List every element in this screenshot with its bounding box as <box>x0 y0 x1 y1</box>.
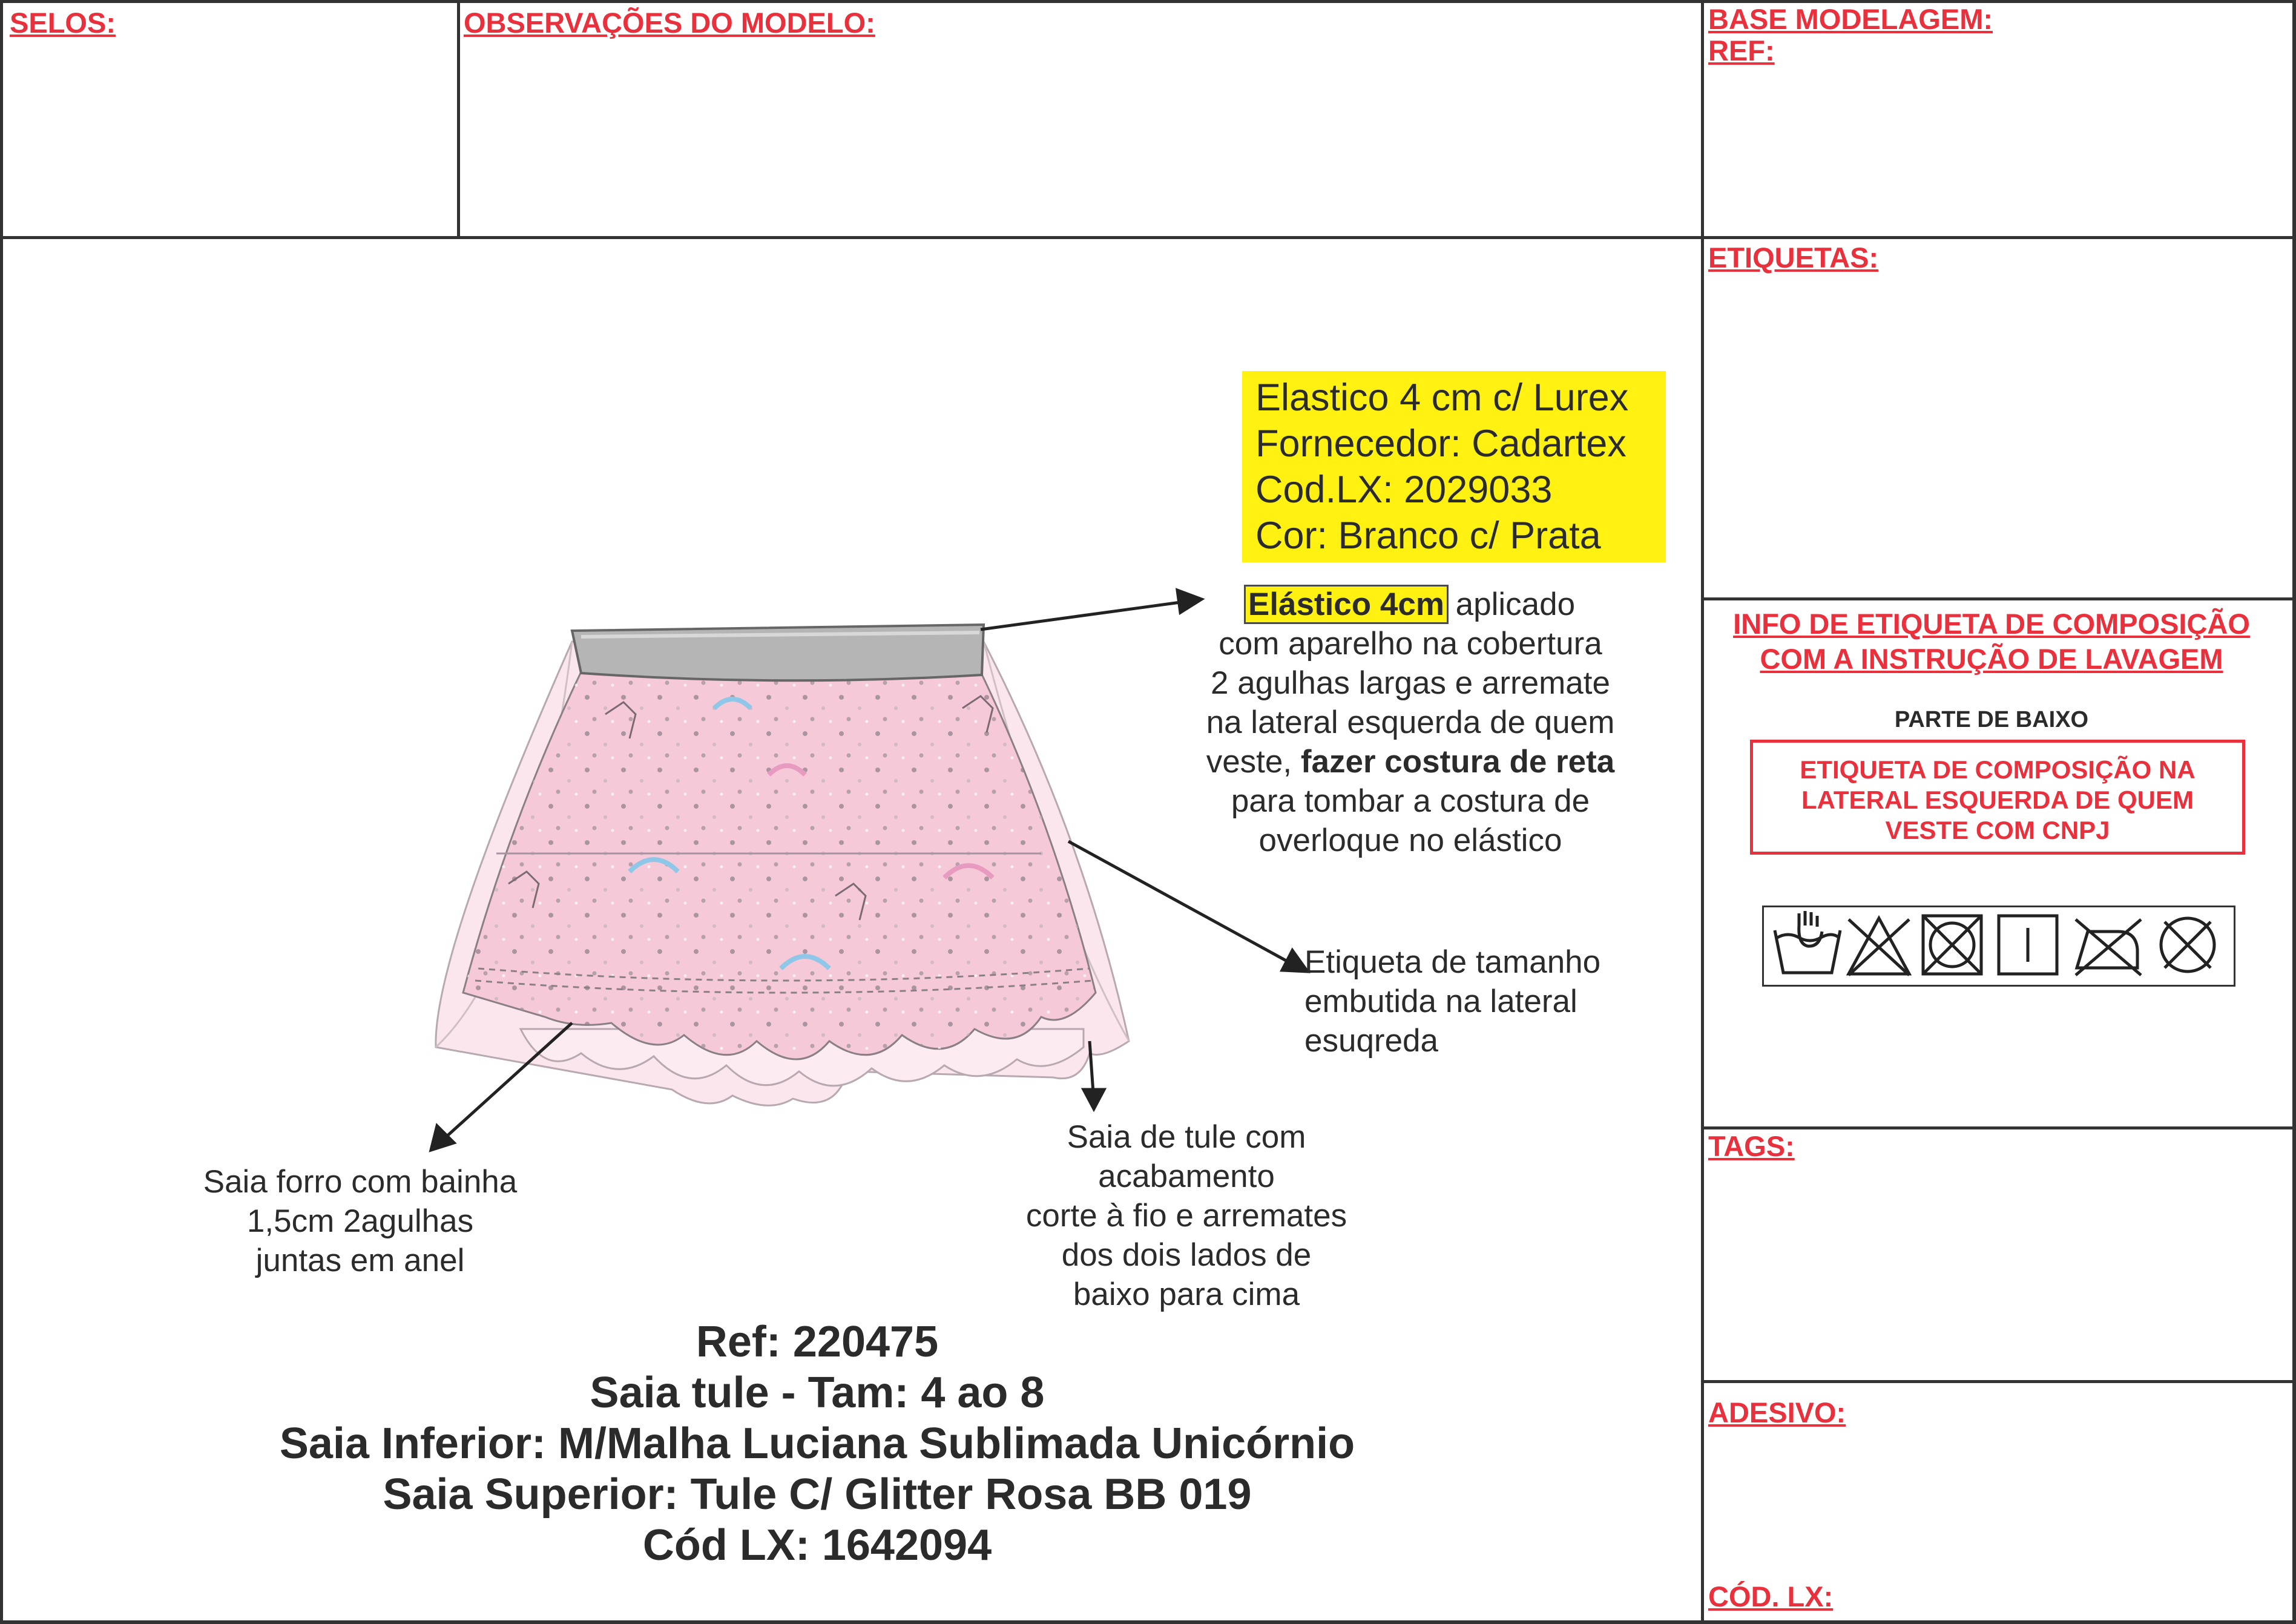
info-etiqueta-title <box>1701 607 2282 677</box>
elastico-line7: overloque no elástico <box>1258 823 1562 858</box>
composicao-line3: VESTE COM CNPJ <box>1885 816 2110 844</box>
elastico-line5-bold: fazer costura de reta <box>1300 744 1615 780</box>
saia-forro-line3: juntas em anel <box>255 1243 465 1278</box>
no-iron-icon <box>2076 919 2141 975</box>
side-divider-tags <box>1701 1126 2296 1129</box>
elastico-line1-rest: aplicado <box>1446 587 1576 622</box>
hand-wash-icon <box>1775 911 1840 973</box>
elastico-line4: na lateral esquerda de quem <box>1206 705 1615 740</box>
product-superior: Saia Superior: Tule C/ Glitter Rosa BB 019 <box>383 1470 1252 1519</box>
elastic-info-line3: Cod.LX: 2029033 <box>1255 468 1553 511</box>
side-divider-adesivo <box>1701 1380 2296 1383</box>
frame-bottom <box>0 1620 2296 1624</box>
product-inferior: Saia Inferior: M/Malha Luciana Sublimada Unicórnio <box>279 1419 1355 1468</box>
elastico-line5-start: veste, <box>1206 744 1301 780</box>
elastico-note <box>1162 585 1659 860</box>
info-title-line2: COM A INSTRUÇÃO DE LAVAGEM <box>1760 643 2223 675</box>
cod-lx-label: CÓD. LX: <box>1708 1580 1834 1612</box>
saia-tule-line4: dos dois lados de <box>1061 1237 1312 1273</box>
etiqueta-tamanho-note <box>1304 942 1600 1060</box>
elastico-line3: 2 agulhas largas e arremate <box>1211 665 1610 701</box>
product-name: Saia tule - Tam: 4 ao 8 <box>590 1369 1045 1417</box>
saia-tule-line1: Saia de tule com <box>1067 1119 1306 1155</box>
etiqueta-tamanho-line1: Etiqueta de tamanho <box>1304 944 1601 980</box>
ref-label: REF: <box>1708 35 1775 67</box>
saia-forro-note <box>157 1162 563 1280</box>
no-bleach-icon <box>1849 918 1909 975</box>
base-modelagem-label: BASE MODELAGEM: <box>1708 3 1993 35</box>
line-dry-icon <box>1999 916 2057 974</box>
no-tumble-dry-icon <box>1923 916 1981 974</box>
saia-tule-line5: baixo para cima <box>1073 1277 1300 1312</box>
etiqueta-tamanho-line2: embutida na lateral <box>1304 984 1577 1019</box>
saia-tule-line2: acabamento <box>1098 1159 1275 1194</box>
saia-forro-line2: 1,5cm 2agulhas <box>246 1203 474 1239</box>
product-ref: Ref: 220475 <box>696 1318 939 1366</box>
elastico-line2: com aparelho na cobertura <box>1219 626 1602 662</box>
parte-de-baixo-label: PARTE DE BAIXO <box>1894 707 2089 732</box>
saia-forro-line1: Saia forro com bainha <box>203 1164 518 1200</box>
selos-label: SELOS: <box>10 7 116 39</box>
side-divider-etiquetas <box>1701 597 2296 600</box>
elastic-info-line2: Fornecedor: Cadartex <box>1255 422 1627 465</box>
adesivo-label: ADESIVO: <box>1708 1396 1846 1428</box>
elastic-info-line1: Elastico 4 cm c/ Lurex <box>1255 376 1629 419</box>
etiquetas-label: ETIQUETAS: <box>1708 242 1879 274</box>
tags-label: TAGS: <box>1708 1130 1795 1162</box>
product-cod: Cód LX: 1642094 <box>642 1521 992 1570</box>
saia-tule-note <box>975 1117 1398 1314</box>
elastic-info-line4: Cor: Branco c/ Prata <box>1255 514 1601 557</box>
elastico-line6: para tombar a costura de <box>1231 783 1590 819</box>
composicao-line2: LATERAL ESQUERDA DE QUEM <box>1801 786 2194 814</box>
care-symbols-box <box>1762 906 2235 987</box>
saia-tule-line3: corte à fio e arremates <box>1025 1198 1347 1234</box>
elastico-highlight: Elástico 4cm <box>1246 587 1447 622</box>
observacoes-label: OBSERVAÇÕES DO MODELO: <box>464 7 875 39</box>
composicao-box <box>1750 740 2245 855</box>
no-dry-clean-icon <box>2161 918 2214 971</box>
etiqueta-tamanho-line3: esuqreda <box>1304 1023 1439 1059</box>
info-title-line1: INFO DE ETIQUETA DE COMPOSIÇÃO <box>1733 608 2250 640</box>
product-info <box>182 1317 1453 1571</box>
composicao-line1: ETIQUETA DE COMPOSIÇÃO NA <box>1800 755 2196 784</box>
